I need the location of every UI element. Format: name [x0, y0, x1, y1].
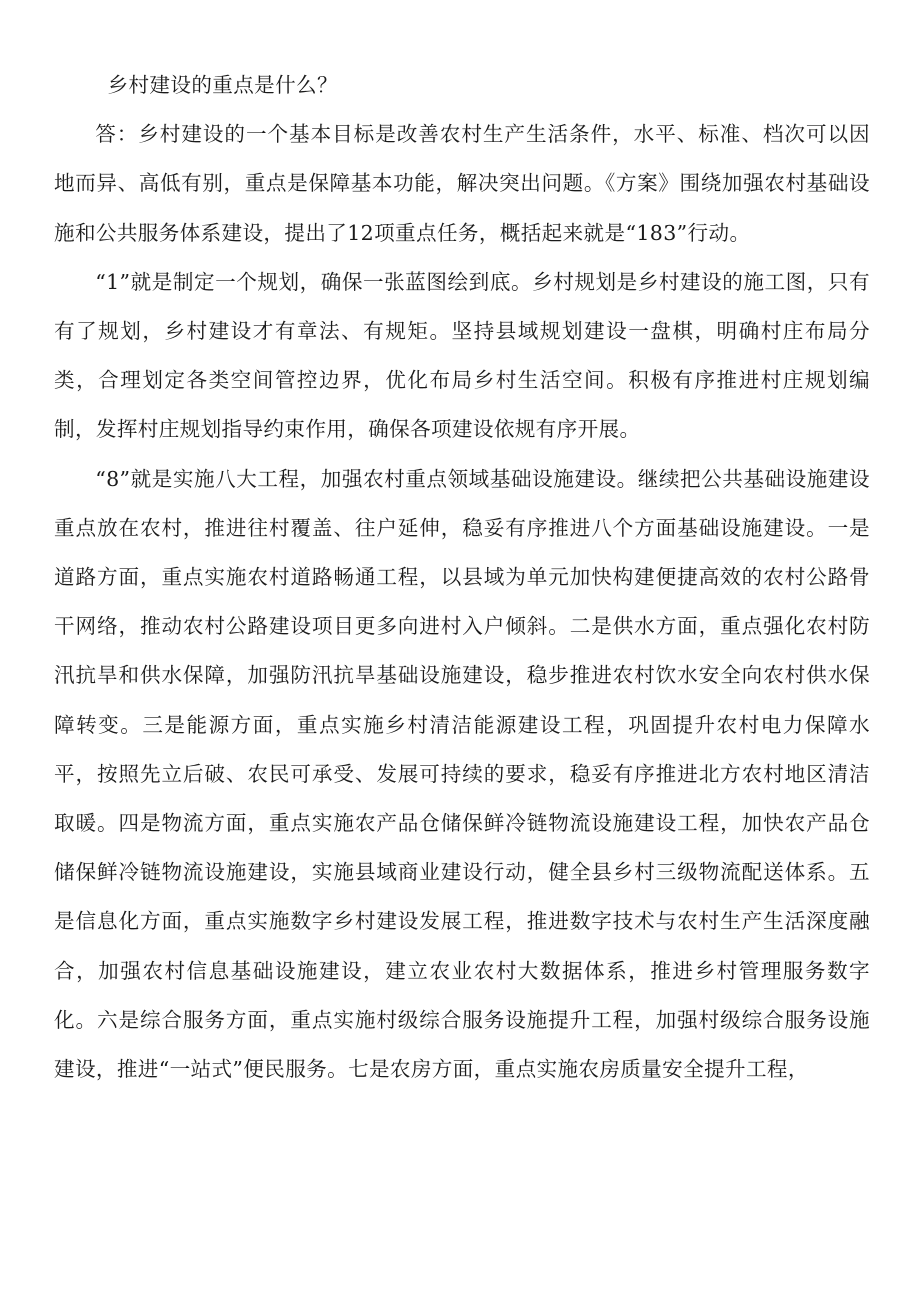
document-page [54, 61, 870, 1094]
answer-paragraph: 答：乡村建设的一个基本目标是改善农村生产生活条件，水平、标准、档次可以因地而异、高低有别，重点是保障基本功能，解决突出问题。《方案》围绕加强农村基础设施和公共服务体系建设，提出了12项重点任务，概括起来就是“183”行动。 [54, 122, 870, 245]
eight-projects-paragraph: “8”就是实施八大工程，加强农村重点领域基础设施建设。继续把公共基础设施建设重点放在农村，推进往村覆盖、往户延伸，稳妥有序推进八个方面基础设施建设。一是道路方面，重点实施农村道路畅通工程，以县域为单元加快构建便捷高效的农村公路骨干网络，推动农村公路建设项目更多向进村入户倾斜。二是供水方面，重点强化农村防汛抗旱和供水保障，加强防汛抗旱基础设施建设，稳步推进农村饮水安全向农村供水保障转变。三是能源方面，重点实施乡村清洁能源建设工程，巩固提升农村电力保障水平，按照先立后破、农民可承受、发展可持续的要求，稳妥有序推进北方农村地区清洁取暖。四是物流方面，重点实施农产品仓储保鲜冷链物流设施建设工程，加快农产品仓储保鲜冷链物流设施建设，实施县域商业建设行动，健全县乡村三级物流配送体系。五是信息化方面，重点实施数字乡村建设发展工程，推进数字技术与农村生产生活深度融合，加强农村信息基础设施建设，建立农业农村大数据体系，推进乡村管理服务数字化。六是综合服务方面，重点实施村级综合服务设施提升工程，加强村级综合服务设施建设，推进“一站式”便民服务。七是农房方面，重点实施农房质量安全提升工程， [54, 466, 870, 1082]
question-heading: 乡村建设的重点是什么？ [107, 73, 338, 97]
planning-paragraph: “1”就是制定一个规划，确保一张蓝图绘到底。乡村规划是乡村建设的施工图，只有有了规划，乡村建设才有章法、有规矩。坚持县域规划建设一盘棋，明确村庄布局分类，合理划定各类空间管控边界，优化布局乡村生活空间。积极有序推进村庄规划编制，发挥村庄规划指导约束作用，确保各项建设依规有序开展。 [54, 269, 870, 442]
